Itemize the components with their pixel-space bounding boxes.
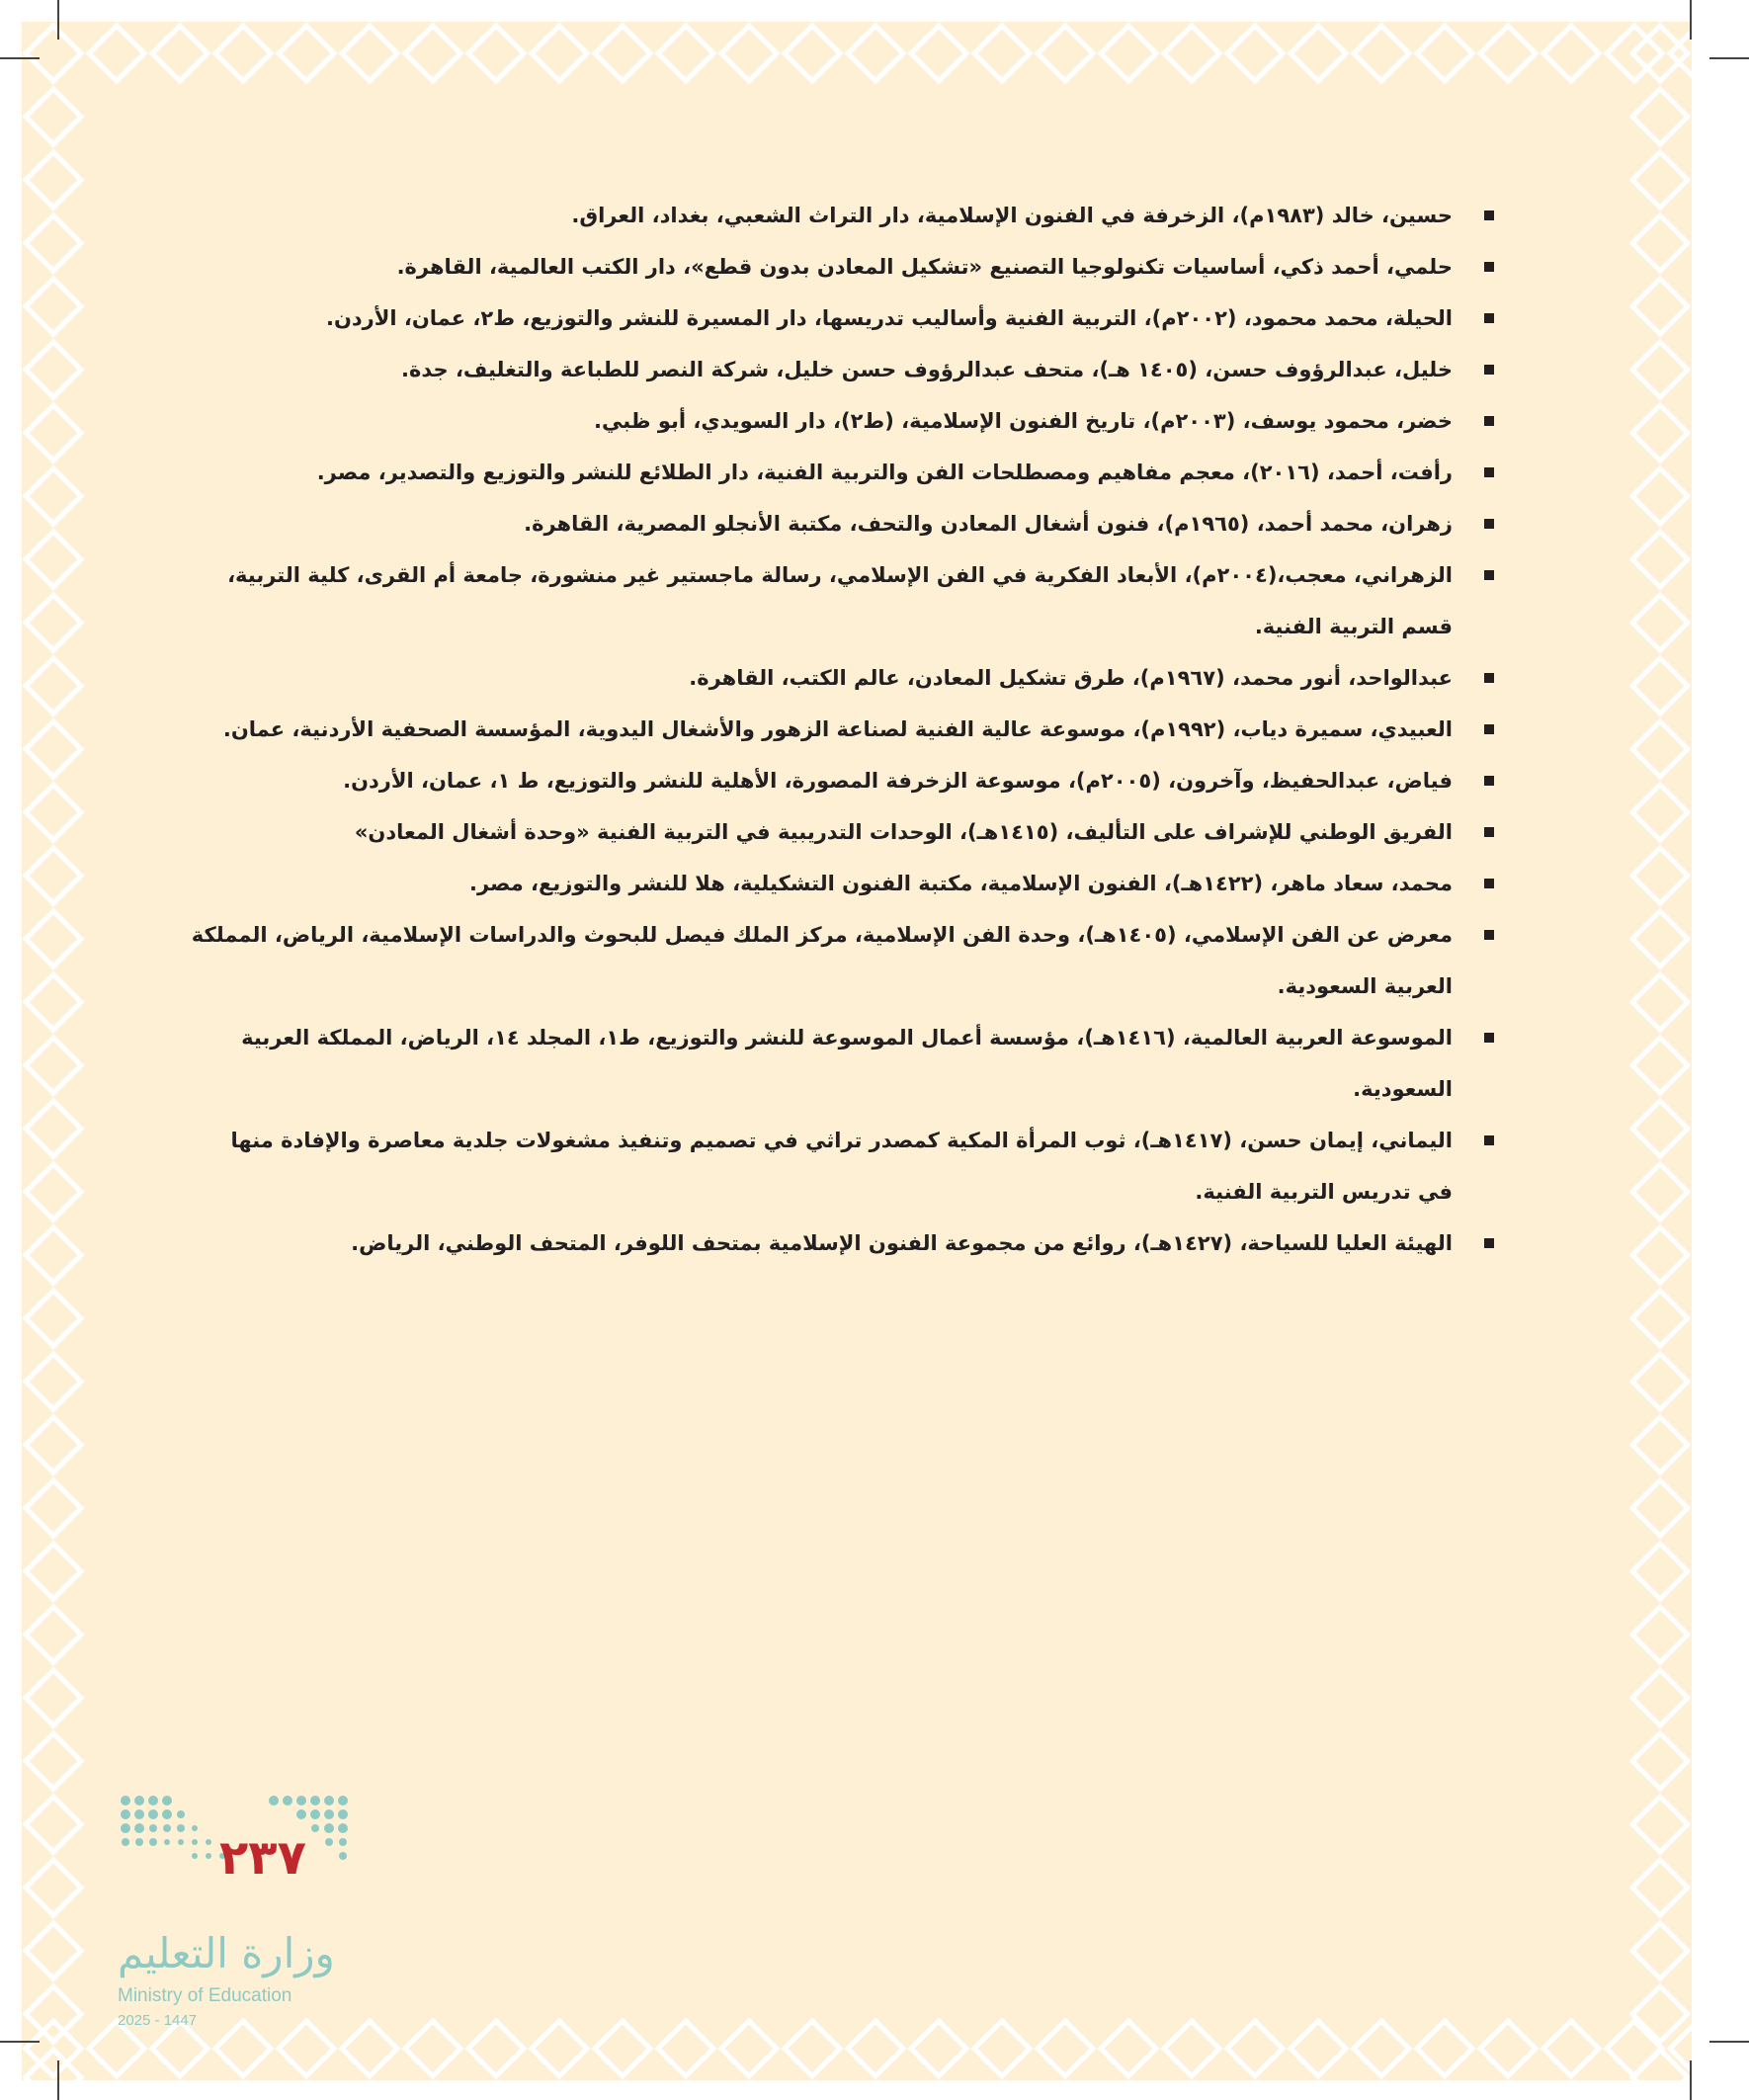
bullet-icon bbox=[1484, 365, 1494, 375]
reference-item bbox=[190, 755, 1494, 806]
ministry-name-arabic: وزارة التعليم bbox=[118, 1929, 335, 1977]
reference-item bbox=[190, 395, 1494, 447]
reference-item bbox=[190, 1218, 1494, 1269]
bullet-icon bbox=[1484, 724, 1494, 734]
bullet-icon bbox=[1484, 467, 1494, 477]
reference-text: العبيدي، سميرة دياب، (١٩٩٢م)، موسوعة عالية الفنية لصناعة الزهور والأشغال اليدوية، المؤسسة الصحفية الأردنية، عمان. bbox=[222, 717, 1453, 741]
bullet-icon bbox=[1484, 1135, 1494, 1145]
bullet-icon bbox=[1484, 879, 1494, 888]
reference-text: معرض عن الفن الإسلامي، (١٤٠٥هـ)، وحدة الفن الإسلامية، مركز الملك فيصل للبحوث والدراسات الإسلامية، الرياض، المملكة العربية السعودية. bbox=[191, 923, 1453, 998]
crop-mark bbox=[0, 2041, 40, 2043]
bullet-icon bbox=[1484, 570, 1494, 580]
reference-item bbox=[190, 498, 1494, 549]
bullet-icon bbox=[1484, 673, 1494, 683]
bullet-icon bbox=[1484, 827, 1494, 837]
reference-item bbox=[190, 549, 1494, 652]
reference-item bbox=[190, 241, 1494, 293]
reference-item bbox=[190, 1012, 1494, 1115]
bullet-icon bbox=[1484, 210, 1494, 220]
reference-text: خضر، محمود يوسف، (٢٠٠٣م)، تاريخ الفنون الإسلامية، (ط٢)، دار السويدي، أبو ظبي. bbox=[593, 409, 1453, 433]
crop-mark bbox=[1690, 2060, 1692, 2100]
reference-item bbox=[190, 704, 1494, 755]
reference-text: الموسوعة العربية العالمية، (١٤١٦هـ)، مؤسسة أعمال الموسوعة للنشر والتوزيع، ط١، المجلد ١٤، الرياض، المملكة العربية السعودية. bbox=[241, 1026, 1453, 1101]
ministry-year: 2025 - 1447 bbox=[118, 2012, 198, 2029]
crop-mark bbox=[0, 57, 40, 59]
decorative-border-top bbox=[22, 22, 1692, 85]
bullet-icon bbox=[1484, 416, 1494, 426]
reference-item bbox=[190, 806, 1494, 858]
crop-mark bbox=[1709, 57, 1749, 59]
bullet-icon bbox=[1484, 262, 1494, 272]
bullet-icon bbox=[1484, 1033, 1494, 1043]
reference-text: الفريق الوطني للإشراف على التأليف، (١٤١٥هـ)، الوحدات التدريبية في التربية الفنية «وحدة أشغال المعادن» bbox=[354, 820, 1453, 844]
ministry-logo bbox=[116, 1791, 353, 2038]
reference-text: حسين، خالد (١٩٨٣م)، الزخرفة في الفنون الإسلامية، دار التراث الشعبي، بغداد، العراق. bbox=[571, 204, 1453, 227]
reference-text: عبدالواحد، أنور محمد، (١٩٦٧م)، طرق تشكيل المعادن، عالم الكتب، القاهرة. bbox=[689, 666, 1453, 690]
bullet-icon bbox=[1484, 776, 1494, 786]
reference-text: اليماني، إيمان حسن، (١٤١٧هـ)، ثوب المرأة المكية كمصدر تراثي في تصميم وتنفيذ مشغولات جلدية معاصرة والإفادة منها في تدريس التربية الفنية. bbox=[230, 1129, 1453, 1204]
bullet-icon bbox=[1484, 930, 1494, 940]
reference-item bbox=[190, 344, 1494, 395]
reference-item bbox=[190, 190, 1494, 241]
reference-text: حلمي، أحمد ذكي، أساسيات تكنولوجيا التصنيع «تشكيل المعادن بدون قطع»، دار الكتب العالمية، القاهرة. bbox=[396, 255, 1453, 279]
reference-text: محمد، سعاد ماهر، (١٤٢٢هـ)، الفنون الإسلامية، مكتبة الفنون التشكيلية، هلا للنشر والتوزيع، مصر. bbox=[469, 872, 1453, 895]
reference-text: الهيئة العليا للسياحة، (١٤٢٧هـ)، روائع من مجموعة الفنون الإسلامية بمتحف اللوفر، المتحف الوطني، الرياض. bbox=[351, 1231, 1453, 1255]
references-list bbox=[190, 190, 1494, 1269]
reference-text: الحيلة، محمد محمود، (٢٠٠٢م)، التربية الفنية وأساليب تدريسها، دار المسيرة للنشر والتوزيع، ط٢، عمان، الأردن. bbox=[325, 306, 1453, 330]
page bbox=[22, 22, 1692, 2080]
reference-text: رأفت، أحمد، (٢٠١٦)، معجم مفاهيم ومصطلحات الفن والتربية الفنية، دار الطلائع للنشر والتوزيع والتصدير، مصر. bbox=[316, 461, 1453, 484]
decorative-border-right bbox=[1628, 22, 1692, 2080]
page-number: ٢٣٧ bbox=[219, 1830, 306, 1886]
reference-text: خليل، عبدالرؤوف حسن، (١٤٠٥ هـ)، متحف عبدالرؤوف حسن خليل، شركة النصر للطباعة والتغليف، جدة. bbox=[401, 358, 1453, 381]
reference-item bbox=[190, 1115, 1494, 1218]
bullet-icon bbox=[1484, 313, 1494, 323]
reference-item bbox=[190, 293, 1494, 344]
bullet-icon bbox=[1484, 1238, 1494, 1248]
crop-mark bbox=[57, 2060, 59, 2100]
decorative-border-left bbox=[22, 22, 85, 2080]
crop-mark bbox=[1690, 0, 1692, 40]
ministry-name-english: Ministry of Education bbox=[118, 1985, 292, 2006]
crop-mark bbox=[1709, 2041, 1749, 2043]
reference-text: الزهراني، معجب،(٢٠٠٤م)، الأبعاد الفكرية في الفن الإسلامي، رسالة ماجستير غير منشورة، جامعة أم القرى، كلية التربية، قسم التربية الفنية. bbox=[227, 563, 1453, 638]
reference-item bbox=[190, 652, 1494, 704]
reference-text: فياض، عبدالحفيظ، وآخرون، (٢٠٠٥م)، موسوعة الزخرفة المصورة، الأهلية للنشر والتوزيع، ط ١، عمان، الأردن. bbox=[343, 769, 1453, 793]
reference-item bbox=[190, 858, 1494, 909]
crop-mark bbox=[57, 0, 59, 40]
reference-item bbox=[190, 447, 1494, 498]
bullet-icon bbox=[1484, 519, 1494, 529]
reference-text: زهران، محمد أحمد، (١٩٦٥م)، فنون أشغال المعادن والتحف، مكتبة الأنجلو المصرية، القاهرة. bbox=[524, 512, 1453, 536]
reference-item bbox=[190, 909, 1494, 1012]
